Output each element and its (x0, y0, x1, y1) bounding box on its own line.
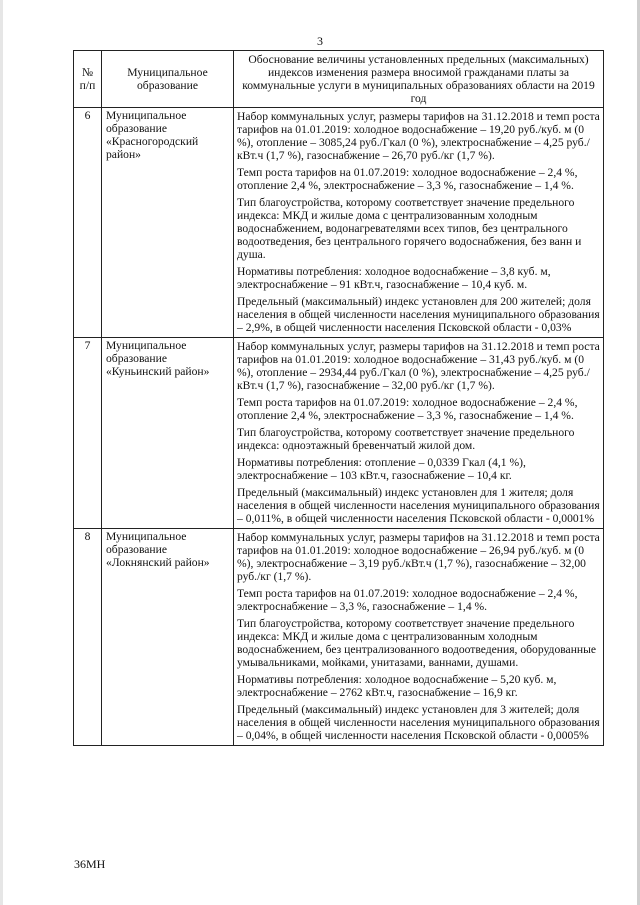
population-paragraph: Предельный (максимальный) индекс установлен для 3 жителей; доля населения в общей численности населения муниципального образования – 0,04%, в общей численности населения Псковской области - 0,0005% (237, 703, 600, 742)
population-paragraph: Предельный (максимальный) индекс установлен для 200 жителей; доля населения в общей численности населения муниципального образования – 2,9%, в общей численности населения Псковской области - 0,03% (237, 295, 600, 334)
growth-paragraph: Темп роста тарифов на 01.07.2019: холодное водоснабжение – 2,4 %, отопление 2,4 %, электроснабжение – 3,3 %, газоснабжение – 1,4 %. (237, 166, 578, 192)
population-paragraph: Предельный (максимальный) индекс установлен для 1 жителя; доля населения в общей численности населения муниципального образования – 0,011%, в общей численности населения Псковской области - 0,0001% (237, 486, 600, 525)
row-number: 8 (74, 529, 102, 746)
norms-paragraph: Нормативы потребления: холодное водоснабжение – 5,20 куб. м, электроснабжение – 2762 кВт.ч, газоснабжение – 16,9 кг. (237, 673, 557, 699)
tariffs-paragraph: Набор коммунальных услуг, размеры тарифов на 31.12.2018 и темп роста тарифов на 01.01.2019: холодное водоснабжение – 19,20 руб./куб. м (0 %), отопление – 3085,24 руб./Гкал (0 %), электроснабжение – 4,25 руб./кВт.ч (1,7 %), газоснабжение – 26,70 руб./кг (1,7 %). (237, 110, 600, 162)
table-row (74, 108, 604, 338)
housing-type-paragraph: Тип благоустройства, которому соответствует значение предельного индекса: одноэтажный бревенчатый жилой дом. (237, 426, 575, 452)
row-number: 6 (74, 108, 102, 338)
justification-cell (234, 338, 604, 529)
header-municipality: Муниципальное образование (102, 51, 234, 108)
row-number: 7 (74, 338, 102, 529)
justification-cell (234, 529, 604, 746)
table-row (74, 338, 604, 529)
scan-left-edge (0, 0, 3, 905)
municipality-name: Муниципальное образование «Куньинский район» (102, 338, 234, 529)
header-num: № п/п (74, 51, 102, 108)
tariffs-paragraph: Набор коммунальных услуг, размеры тарифов на 31.12.2018 и темп роста тарифов на 01.01.2019: холодное водоснабжение – 26,94 руб./куб. м (0 %), электроснабжение – 3,19 руб./кВт.ч (1,7 %), газоснабжение – 32,00 руб./кг (1,7 %). (237, 531, 600, 583)
growth-paragraph: Темп роста тарифов на 01.07.2019: холодное водоснабжение – 2,4 %, электроснабжение – 3,3 %, газоснабжение – 1,4 %. (237, 587, 578, 613)
table-row (74, 529, 604, 746)
tariffs-paragraph: Набор коммунальных услуг, размеры тарифов на 31.12.2018 и темп роста тарифов на 01.01.2019: холодное водоснабжение – 31,43 руб./куб. м (0 %), отопление – 2934,44 руб./Гкал (0 %), электроснабжение – 4,25 руб./кВт.ч (1,7 %), газоснабжение – 32,00 руб./кг (1,7 %). (237, 340, 600, 392)
municipality-name: Муниципальное образование «Красногородский район» (102, 108, 234, 338)
norms-paragraph: Нормативы потребления: холодное водоснабжение – 3,8 куб. м, электроснабжение – 91 кВт.ч, газоснабжение – 10,4 куб. м. (237, 265, 551, 291)
housing-type-paragraph: Тип благоустройства, которому соответствует значение предельного индекса: МКД и жилые дома с централизованным холодным водоснабжением, без централизованного водоотведения, оборудованные умывальниками, мойками, унитазами, ваннами, душами. (237, 617, 597, 669)
table-header-row (74, 51, 604, 108)
housing-type-paragraph: Тип благоустройства, которому соответствует значение предельного индекса: МКД и жилые дома с централизованным холодным водоснабжением, водонагревателями всех типов, без центрального водоотведения, без центрального горячего водоснабжения, без ванн и душа. (237, 196, 582, 261)
document-code: 36МН (74, 857, 106, 871)
municipality-name: Муниципальное образование «Локнянский район» (102, 529, 234, 746)
growth-paragraph: Темп роста тарифов на 01.07.2019: холодное водоснабжение – 2,4 %, отопление 2,4 %, электроснабжение – 3,3 %, газоснабжение – 1,4 %. (237, 396, 578, 422)
header-justification: Обоснование величины установленных предельных (максимальных) индексов изменения размера вносимой гражданами платы за коммунальные услуги в муниципальных образованиях области на 2019 год (234, 51, 604, 108)
justification-cell (234, 108, 604, 338)
norms-paragraph: Нормативы потребления: отопление – 0,0339 Гкал (4,1 %), электроснабжение – 103 кВт.ч, газоснабжение – 10,4 кг. (237, 456, 526, 482)
justification-table (73, 50, 604, 746)
page-number: 3 (317, 34, 323, 48)
